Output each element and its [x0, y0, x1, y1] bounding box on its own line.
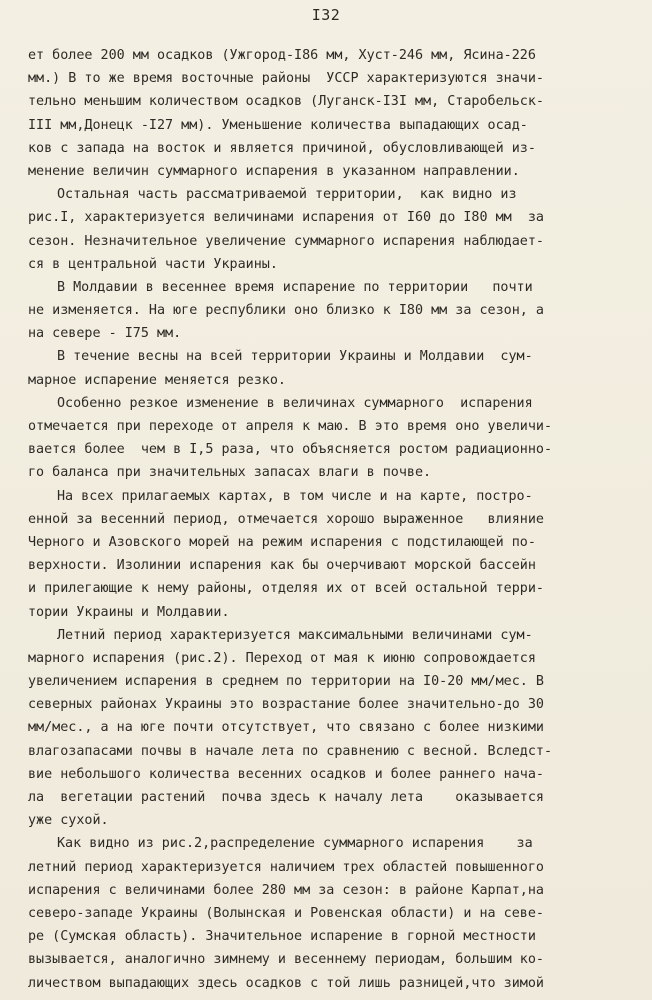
text-line: вается более чем в I,5 раза, что объясняется ростом радиационно- — [28, 442, 553, 458]
text-line: В Молдавии в весеннее время испарение по территории почти — [57, 279, 533, 295]
text-line: На всех прилагаемых картах, в том числе и на карте, постро- — [57, 488, 533, 504]
text-line: влагозапасами почвы в начале лета по сравнению с весной. Вследст- — [28, 743, 553, 759]
text-line: личеством выпадающих здесь осадков с той лишь разницей,что зимой — [28, 975, 544, 991]
text-line: Остальная часть рассматриваемой территории, как видно из — [57, 187, 517, 203]
body-text — [28, 44, 628, 995]
text-line: Черного и Азовского морей на режим испарения с подстилающей по- — [28, 534, 536, 550]
text-line: сезон. Незначительное увеличение суммарного испарения наблюдает- — [28, 233, 544, 249]
text-line: верхности. Изолинии испарения как бы очерчивают морской бассейн — [28, 558, 536, 574]
text-line: отмечается при переходе от апреля к маю. В это время оно увеличи- — [28, 419, 553, 434]
text-line: го баланса при значительных запасах влаги в почве. — [28, 465, 432, 481]
text-line: не изменяется. На юге республики оно близко к I80 мм за сезон, а — [28, 303, 544, 319]
text-line: Как видно из рис.2,распределение суммарного испарения за — [57, 836, 533, 852]
text-line: рис.I, характеризуется величинами испарения от I60 до I80 мм за — [28, 210, 544, 226]
text-line: на севере - I75 мм. — [28, 326, 182, 342]
text-line: тории Украины и Молдавии. — [28, 604, 230, 620]
text-line: северных районах Украины это возрастание более значительно-до 30 — [28, 697, 544, 713]
text-line: ся в центральной части Украины. — [28, 256, 278, 272]
text-line: менение величин суммарного испарения в указанном направлении. — [28, 163, 520, 179]
text-line: мм/мес., а на юге почти отсутствует, что связано с более низкими — [28, 720, 544, 736]
text-line: Летний период характеризуется максимальными величинами сум- — [57, 627, 533, 643]
text-line: северо-западе Украины (Волынская и Ровенская области) и на севе- — [28, 905, 544, 921]
text-line: уже сухой. — [28, 813, 109, 829]
text-line: ет более 200 мм осадков (Ужгород-I86 мм, Хуст-246 мм, Ясина-226 — [28, 48, 536, 63]
text-line: Особенно резкое изменение в величинах суммарного испарения — [57, 395, 533, 411]
text-line: вызывается, аналогично зимнему и весеннему периодам, большим ко- — [28, 952, 544, 968]
text-line: увеличением испарения в среднем по территории на I0-20 мм/мес. В — [28, 674, 544, 690]
text-line: ре (Сумская область). Значительное испарение в горной местности — [28, 929, 536, 945]
text-line: вие небольшого количества весенних осадков и более раннего нача- — [28, 766, 544, 782]
text-line: ла вегетации растений почва здесь к началу лета оказывается — [28, 790, 544, 805]
page-number: I32 — [311, 6, 341, 24]
text-line: ков с запада на восток и является причиной, обусловливающей из- — [28, 140, 536, 156]
text-line: марное испарение меняется резко. — [28, 372, 286, 388]
text-line: В течение весны на всей территории Украины и Молдавии сум- — [57, 349, 533, 365]
text-line: енной за весенний период, отмечается хорошо выраженное влияние — [28, 511, 544, 527]
text-line: и прилегающие к нему районы, отделяя их от всей остальной терри- — [28, 581, 544, 597]
text-line: мм.) В то же время восточные районы УССР характеризуются значи- — [28, 71, 544, 87]
text-line: марного испарения (рис.2). Переход от мая к июню сопровождается — [28, 650, 536, 666]
text-line: III мм,Донецк -I27 мм). Уменьшение количества выпадающих осад- — [28, 117, 528, 133]
text-line: тельно меньшим количеством осадков (Луганск-I3I мм, Старобельск- — [28, 94, 544, 110]
text-line: летний период характеризуется наличием трех областей повышенного — [28, 859, 544, 875]
text-line: испарения с величинами более 280 мм за сезон: в районе Карпат,на — [28, 882, 544, 898]
